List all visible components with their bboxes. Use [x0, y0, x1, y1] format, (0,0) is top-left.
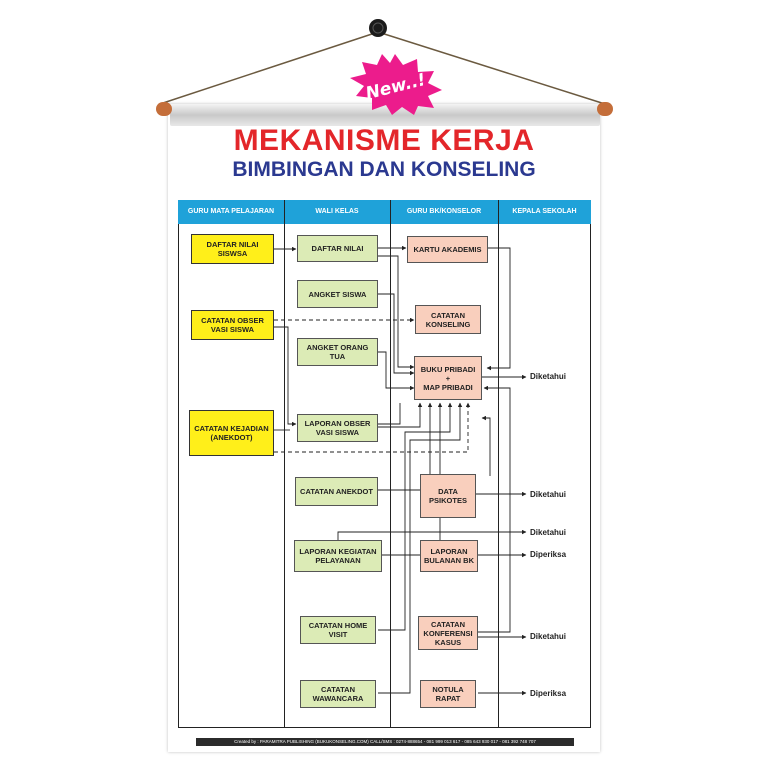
buku-pribadi-label: BUKU PRIBADI	[420, 364, 476, 374]
box-data-psikotes: DATA PSIKOTES	[420, 474, 476, 518]
poster-title: MEKANISME KERJA	[233, 124, 535, 157]
box-laporan-kegiatan-pelayanan: LAPORAN KEGIATAN PELAYANAN	[294, 540, 382, 572]
box-laporan-bulanan-bk: LAPORAN BULANAN BK	[420, 540, 478, 572]
box-wk-daftar-nilai: DAFTAR NILAI	[297, 235, 378, 262]
box-catatan-home-visit: CATATAN HOME VISIT	[300, 616, 376, 644]
note-diperiksa: Diperiksa	[530, 689, 567, 698]
box-angket-orang-tua: ANGKET ORANG TUA	[297, 338, 378, 366]
column-header-kepala-sekolah: KEPALA SEKOLAH	[512, 208, 577, 215]
box-catatan-kejadian: CATATAN KEJADIAN (ANEKDOT)	[189, 410, 274, 456]
badge-text: New..!	[363, 69, 428, 105]
box-catatan-wawancara: CATATAN WAWANCARA	[300, 680, 376, 708]
map-pribadi-label: MAP PRIBADI	[423, 382, 473, 392]
box-kartu-akademis: KARTU AKADEMIS	[407, 236, 488, 263]
box-notula-rapat: NOTULA RAPAT	[420, 680, 476, 708]
box-catatan-konseling: CATATAN KONSELING	[415, 305, 481, 334]
note-diketahui: Diketahui	[530, 490, 567, 499]
note-diketahui: Diketahui	[530, 372, 567, 381]
column-header-wali-kelas: WALI KELAS	[315, 208, 359, 215]
column-header-guru-bk: GURU BK/KONSELOR	[406, 208, 482, 215]
note-diketahui: Diketahui	[530, 528, 567, 537]
box-angket-siswa: ANGKET SISWA	[297, 280, 378, 308]
column-header-guru-mapel: GURU MATA PELAJARAN	[187, 208, 275, 215]
poster-subtitle: BIMBINGAN DAN KONSELING	[232, 158, 536, 181]
plus-label: +	[445, 373, 451, 383]
box-laporan-observasi: LAPORAN OBSER VASI SISWA	[297, 414, 378, 442]
box-catatan-konferensi-kasus: CATATAN KONFERENSI KASUS	[418, 616, 478, 650]
box-catatan-anekdot: CATATAN ANEKDOT	[295, 477, 378, 506]
note-diperiksa: Diperiksa	[530, 550, 567, 559]
footer-credits: Created by : PARAMITRA PUBLISHING (BUKUKONSELING.COM) CALL/SMS : 0274-888654 - 081 999 013 617 - 085 643 930 017 - 081 392 748 707	[196, 738, 574, 746]
note-diketahui: Diketahui	[530, 632, 567, 641]
box-daftar-nilai-siswa: DAFTAR NILAI SISWSA	[191, 234, 274, 264]
box-catatan-observasi-siswa: CATATAN OBSER VASI SISWA	[191, 310, 274, 340]
box-buku-map-pribadi	[414, 356, 482, 400]
